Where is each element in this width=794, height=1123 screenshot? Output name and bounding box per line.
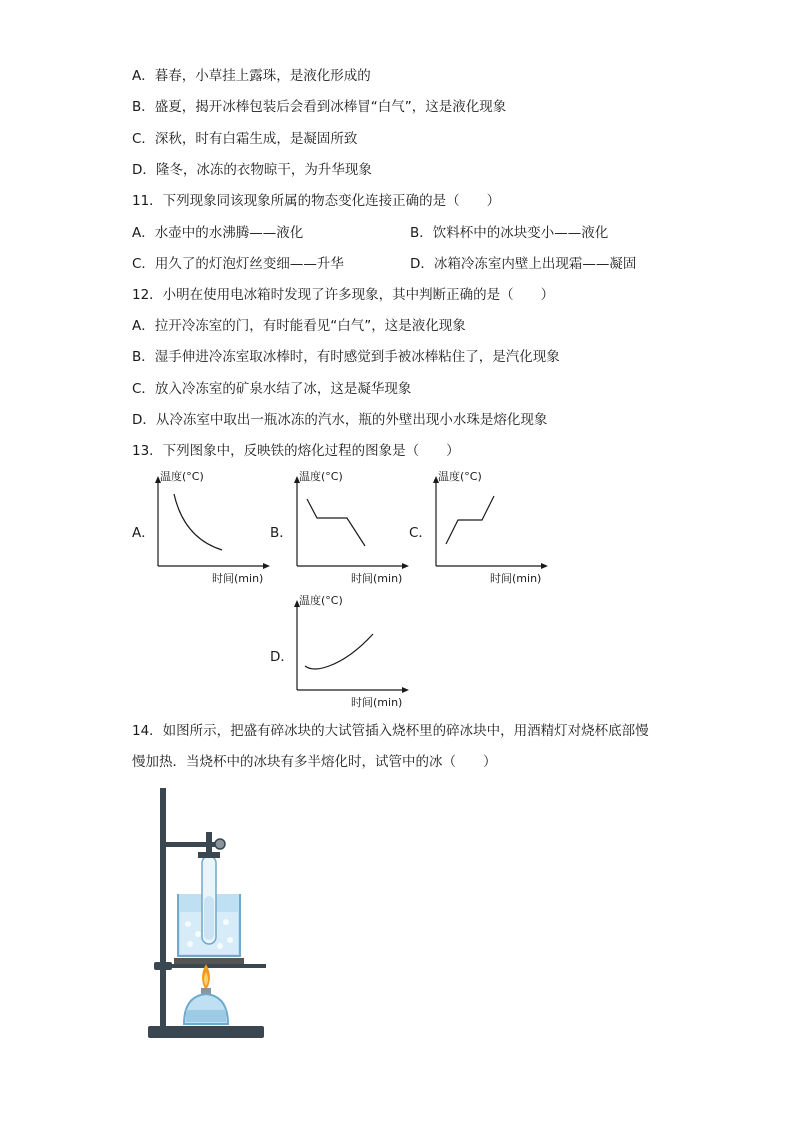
- graph-d-ylabel: 温度(°C): [299, 594, 343, 607]
- stand-rod: [160, 788, 166, 1028]
- q12-option-c: C．放入冷冻室的矿泉水结了冰，这是凝华现象: [132, 381, 412, 397]
- graph-b-line: [307, 499, 365, 546]
- graph-a-curve: [174, 494, 222, 550]
- q12-stem: 12．小明在使用电冰箱时发现了许多现象，其中判断正确的是（ ）: [132, 287, 555, 303]
- q12-option-b: B．湿手伸进冷冻室取冰棒时，有时感觉到手被冰棒粘住了，是汽化现象: [132, 349, 560, 365]
- thermometer: [206, 832, 212, 852]
- q14-stem-line2: 慢加热．当烧杯中的冰块有多半熔化时，试管中的冰（ ）: [132, 754, 497, 770]
- graph-a: [150, 466, 280, 586]
- q12-option-a: A．拉开冷冻室的门，有时能看见“白气”，这是液化现象: [132, 318, 466, 334]
- q11-option-a: A．水壶中的水沸腾——液化: [132, 225, 304, 241]
- graph-d-label: D．: [270, 649, 294, 665]
- graph-b: [289, 466, 419, 586]
- graph-c-line: [446, 496, 494, 544]
- q11-stem: 11．下列现象同该现象所属的物态变化连接正确的是（ ）: [132, 193, 501, 209]
- q11-option-b: B．饮料杯中的冰块变小——液化: [410, 225, 609, 241]
- graph-b-ylabel: 温度(°C): [299, 470, 343, 483]
- graph-b-xlabel: 时间(min): [351, 572, 403, 585]
- apparatus-illustration: [134, 784, 274, 1044]
- q14-stem-line1: 14．如图所示，把盛有碎冰块的大试管插入烧杯里的碎冰块中，用酒精灯对烧杯底部慢: [132, 723, 649, 739]
- graph-a-xlabel: 时间(min): [212, 572, 264, 585]
- graph-c-xlabel: 时间(min): [490, 572, 542, 585]
- q10-option-c: C．深秋，时有白霜生成，是凝固所致: [132, 131, 358, 147]
- graph-a-ylabel: 温度(°C): [160, 470, 204, 483]
- q10-option-d: D．隆冬，冰冻的衣物晾干，为升华现象: [132, 162, 372, 178]
- graph-d: [289, 590, 419, 710]
- q10-option-a: A．暮春，小草挂上露珠，是液化形成的: [132, 68, 371, 84]
- graph-c-ylabel: 温度(°C): [438, 470, 482, 483]
- q12-option-d: D．从冷冻室中取出一瓶冰冻的汽水，瓶的外壁出现小水珠是熔化现象: [132, 412, 548, 428]
- graph-c: [428, 466, 558, 586]
- q10-option-b: B．盛夏，揭开冰棒包装后会看到冰棒冒“白气”，这是液化现象: [132, 99, 507, 115]
- q13-stem: 13．下列图象中，反映铁的熔化过程的图象是（ ）: [132, 443, 460, 459]
- wire-gauze: [174, 958, 244, 964]
- graph-d-curve: [305, 634, 373, 669]
- graph-d-xlabel: 时间(min): [351, 696, 403, 709]
- graph-c-label: C．: [409, 525, 432, 541]
- clamp-knob: [215, 839, 225, 849]
- graph-a-label: A．: [132, 525, 155, 541]
- graph-b-label: B．: [270, 525, 293, 541]
- q11-option-d: D．冰箱冷冻室内壁上出现霜——凝固: [410, 256, 637, 272]
- q11-option-c: C．用久了的灯泡灯丝变细——升华: [132, 256, 344, 272]
